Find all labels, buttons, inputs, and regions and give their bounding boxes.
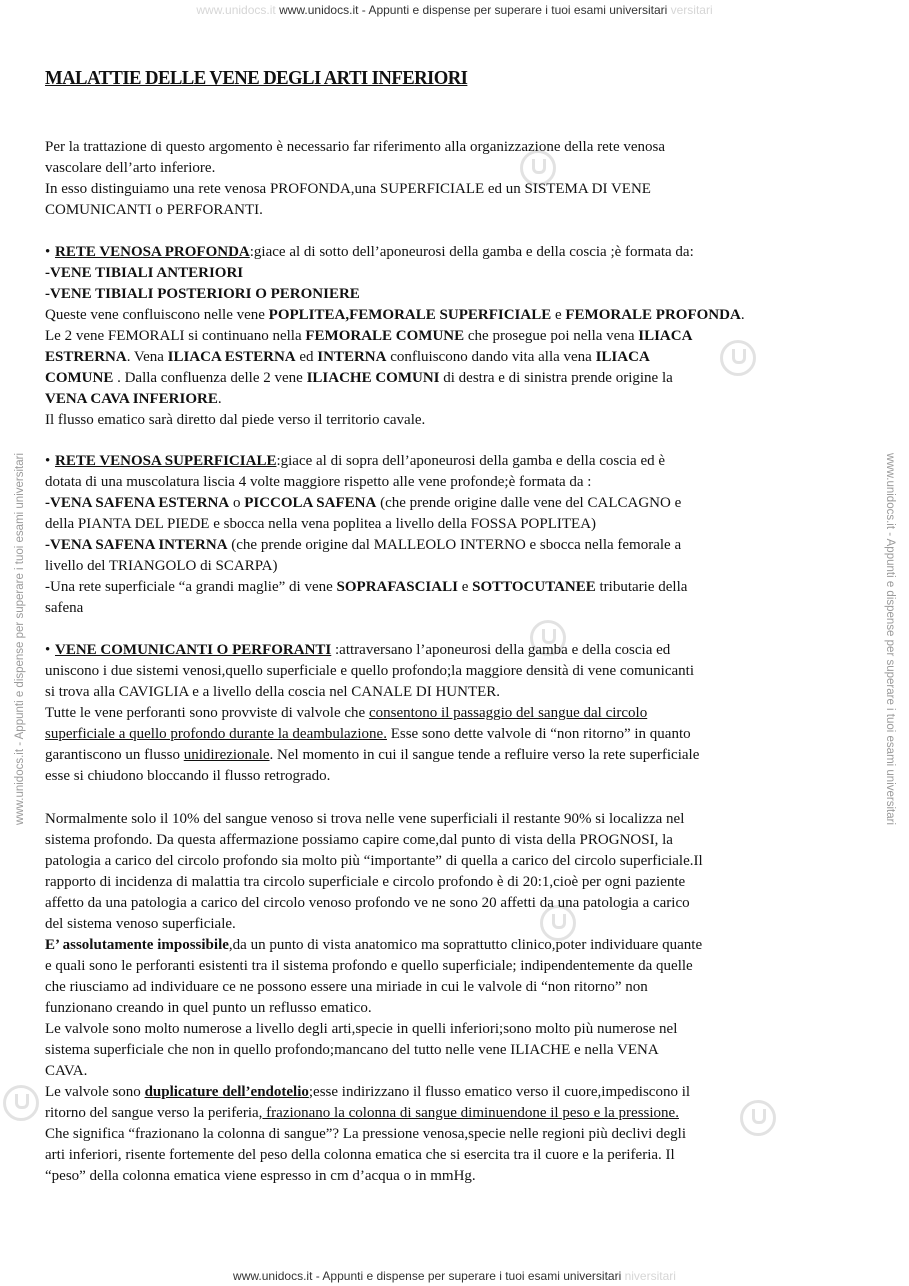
text-span: duplicature dell’endotelio xyxy=(144,1084,309,1100)
text-span: :attraversano l’aponeurosi della gamba e della coscia ed xyxy=(331,642,671,658)
text-line xyxy=(45,535,865,556)
text-line xyxy=(45,305,865,326)
text-line: dotata di una muscolatura liscia 4 volte maggiore rispetto alle vene profonde;è formata da : xyxy=(45,474,592,490)
text-line: della PIANTA DEL PIEDE e sbocca nella vena poplitea a livello della FOSSA POPLITEA) xyxy=(45,516,597,532)
text-span: che prosegue poi nella vena xyxy=(464,328,639,344)
text-span: ESTRERNA xyxy=(45,349,127,365)
text-line xyxy=(45,347,865,368)
text-line: “peso” della colonna ematica viene espresso in cm d’acqua o in mmHg. xyxy=(45,1168,476,1184)
text-span: garantiscono un flusso xyxy=(45,747,184,763)
text-span: -VENA SAFENA INTERNA xyxy=(45,537,228,553)
text-line: che riusciamo ad individuare ce ne possono essere una miriade in cui le valvole di “non ritorno” non xyxy=(45,979,648,995)
watermark-footer-text: www.unidocs.it - Appunti e dispense per superare i tuoi esami universitari xyxy=(233,1269,622,1283)
text-span: . Nel momento in cui il sangue tende a refluire verso la rete superficiale xyxy=(269,747,700,763)
watermark-left-side: www.unidocs.it - Appunti e dispense per superare i tuoi esami universitari xyxy=(14,452,26,826)
text-span: SOPRAFASCIALI xyxy=(336,579,458,595)
text-span: FEMORALE PROFONDA xyxy=(565,307,741,323)
text-span: ed xyxy=(295,349,318,365)
text-line xyxy=(45,493,865,514)
text-line: Per la trattazione di questo argomento è necessario far riferimento alla organizzazione della rete venosa xyxy=(45,139,666,155)
text-span: FEMORALE COMUNE xyxy=(305,328,465,344)
watermark-ghost-right: versitari xyxy=(670,3,713,17)
text-line: rapporto di incidenza di malattia tra circolo superficiale e circolo profondo è di 20:1,cioè per ogni paziente xyxy=(45,874,686,890)
text-span: e xyxy=(551,307,566,323)
text-line: e quali sono le perforanti esistenti tra il sistema profondo e quello superficiale; indipendentemente da quelle xyxy=(45,958,693,974)
text-line: esse si chiudono bloccando il flusso retrogrado. xyxy=(45,768,331,784)
text-span: :giace al di sotto dell’aponeurosi della gamba e della coscia ;è formata da: xyxy=(249,244,694,260)
text-line xyxy=(45,389,865,410)
text-line: CAVA. xyxy=(45,1063,88,1079)
section-vene-comunicanti xyxy=(45,640,865,787)
text-line: vascolare dell’arto inferiore. xyxy=(45,160,216,176)
text-span: ILIACA xyxy=(638,328,693,344)
text-line: del sistema venoso superficiale. xyxy=(45,916,236,932)
section-rete-profonda xyxy=(45,242,865,431)
text-span: ILIACA ESTERNA xyxy=(167,349,296,365)
text-line xyxy=(45,640,865,661)
text-span: Le valvole sono xyxy=(45,1084,145,1100)
text-span: ritorno del sangue verso la periferia, xyxy=(45,1105,263,1121)
text-line xyxy=(45,724,865,745)
watermark-right-side: www.unidocs.it - Appunti e dispense per superare i tuoi esami universitari xyxy=(884,452,896,826)
page-title: MALATTIE DELLE VENE DEGLI ARTI INFERIORI xyxy=(45,68,468,89)
text-span: ILIACA xyxy=(595,349,650,365)
section-rete-superficiale xyxy=(45,451,865,619)
text-span: Tutte le vene perforanti sono provviste di valvole che xyxy=(45,705,369,721)
text-span: Che significa “frazionano la colonna di sangue”? xyxy=(45,1126,340,1142)
text-span: o xyxy=(229,495,245,511)
text-line: uniscono i due sistemi venosi,quello superficiale e quello profondo;la maggiore densità di vene comunicanti xyxy=(45,663,694,679)
text-line: sistema superficiale che non in quello profondo;mancano del tutto nelle vene ILIACHE e nella VENA xyxy=(45,1042,659,1058)
text-line: Le valvole sono molto numerose a livello degli arti,specie in quelli inferiori;sono molto più numerose nel xyxy=(45,1021,678,1037)
watermark-header xyxy=(0,3,909,17)
text-line: si trova alla CAVIGLIA e a livello della coscia nel CANALE DI HUNTER. xyxy=(45,684,501,700)
list-item: -VENE TIBIALI ANTERIORI xyxy=(45,265,244,281)
text-line xyxy=(45,1082,865,1103)
text-span: COMUNE xyxy=(45,370,114,386)
text-line: COMUNICANTI o PERFORANTI. xyxy=(45,202,263,218)
text-line xyxy=(45,1103,865,1124)
text-span: tributarie della xyxy=(595,579,688,595)
text-line: patologia a carico del circolo profondo sia molto più “importante” di quella a carico del circolo superficiale.Il xyxy=(45,853,703,869)
intro-paragraph xyxy=(45,137,865,221)
text-span: PICCOLA SAFENA xyxy=(244,495,377,511)
text-span: POPLITEA,FEMORALE SUPERFICIALE xyxy=(268,307,552,323)
text-span: Queste vene confluiscono nelle vene xyxy=(45,307,269,323)
text-span: La pressione venosa,specie nelle regioni più declivi degli xyxy=(339,1126,687,1142)
text-line: arti inferiori, risente fortemente del peso della colonna ematica che si esercita tra il cuore e la periferia. Il xyxy=(45,1147,675,1163)
section-heading: RETE VENOSA PROFONDA xyxy=(55,244,250,260)
unidocs-logo-watermark xyxy=(3,1085,39,1121)
text-span: VENA CAVA INFERIORE xyxy=(45,391,218,407)
bullet-icon: • xyxy=(45,244,51,260)
text-span: di destra e di sinistra prende origine la xyxy=(439,370,673,386)
text-line xyxy=(45,242,865,263)
watermark-footer xyxy=(0,1269,909,1283)
text-line xyxy=(45,451,865,472)
text-span: confluiscono dando vita alla vena xyxy=(386,349,596,365)
text-line xyxy=(45,1124,865,1145)
text-line xyxy=(45,935,865,956)
section-heading: VENE COMUNICANTI O PERFORANTI xyxy=(55,642,332,658)
text-span: :giace al di sopra dell’aponeurosi della gamba e della coscia ed è xyxy=(276,453,666,469)
text-span: Le 2 vene FEMORALI si continuano nella xyxy=(45,328,306,344)
text-span: . xyxy=(740,307,745,323)
text-line xyxy=(45,326,865,347)
text-span: frazionano la colonna di sangue diminuendone il peso e la pressione. xyxy=(262,1105,679,1121)
bullet-icon: • xyxy=(45,453,51,469)
text-line xyxy=(45,745,865,766)
text-span: ILIACHE COMUNI xyxy=(306,370,440,386)
text-line: affetto da una patologia a carico del circolo venoso profondo ve ne sono 20 affetti da una patologia a carico xyxy=(45,895,690,911)
text-line: funzionano creando in quel punto un reflusso ematico. xyxy=(45,1000,372,1016)
text-span: superficiale a quello profondo durante la deambulazione. xyxy=(45,726,387,742)
list-item: -VENE TIBIALI POSTERIORI O PERONIERE xyxy=(45,286,360,302)
text-span: . Vena xyxy=(126,349,168,365)
text-span: . Dalla confluenza delle 2 vene xyxy=(113,370,307,386)
watermark-footer-ghost: niversitari xyxy=(624,1269,676,1283)
text-span: . xyxy=(217,391,222,407)
text-span: ;esse indirizzano il flusso ematico verso il cuore,impediscono il xyxy=(308,1084,691,1100)
text-line xyxy=(45,703,865,724)
text-span: (che prende origine dal MALLEOLO INTERNO e sbocca nella femorale a xyxy=(227,537,682,553)
final-paragraphs xyxy=(45,809,865,1187)
watermark-ghost-left: www.unidocs.it xyxy=(196,3,276,17)
text-span: E’ assolutamente impossibile xyxy=(45,937,229,953)
text-line: In esso distinguiamo una rete venosa PROFONDA,una SUPERFICIALE ed un SISTEMA DI VENE xyxy=(45,181,651,197)
bullet-icon: • xyxy=(45,642,51,658)
text-line: Il flusso ematico sarà diretto dal piede verso il territorio cavale. xyxy=(45,412,426,428)
text-span: e xyxy=(457,579,473,595)
text-span: INTERNA xyxy=(317,349,387,365)
text-span: -Una rete superficiale “a grandi maglie” di vene xyxy=(45,579,337,595)
text-span: consentono il passaggio del sangue dal circolo xyxy=(368,705,648,721)
text-span: SOTTOCUTANEE xyxy=(472,579,596,595)
text-line: sistema profondo. Da questa affermazione possiamo capire come,dal punto di vista della PROGNOSI, la xyxy=(45,832,673,848)
text-line: safena xyxy=(45,600,84,616)
text-span: -VENA SAFENA ESTERNA xyxy=(45,495,230,511)
text-line xyxy=(45,368,865,389)
text-span: (che prende origine dalle vene del CALCAGNO e xyxy=(376,495,682,511)
text-line: Normalmente solo il 10% del sangue venoso si trova nelle vene superficiali il restante 90% si localizza nel xyxy=(45,811,685,827)
watermark-header-text: www.unidocs.it - Appunti e dispense per superare i tuoi esami universitari xyxy=(279,3,668,17)
text-line xyxy=(45,577,865,598)
text-span: Esse sono dette valvole di “non ritorno” in quanto xyxy=(386,726,691,742)
text-line: livello del TRIANGOLO di SCARPA) xyxy=(45,558,278,574)
text-span: ,da un punto di vista anatomico ma soprattutto clinico,poter individuare quante xyxy=(228,937,703,953)
text-span: unidirezionale xyxy=(183,747,270,763)
section-heading: RETE VENOSA SUPERFICIALE xyxy=(55,453,277,469)
